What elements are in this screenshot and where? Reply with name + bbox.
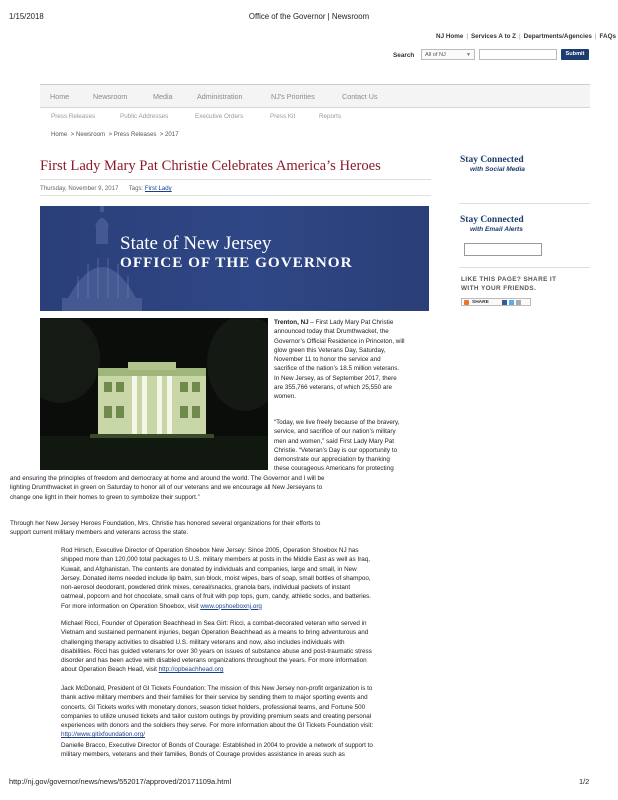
share-button[interactable] bbox=[461, 298, 531, 306]
item-line: Michael Ricci, Founder of Operation Beachhead in Sea Girt: Ricci, a combat-decorated veteran who served in bbox=[61, 620, 367, 627]
nav-administration[interactable]: Administration bbox=[197, 92, 243, 101]
twitter-icon bbox=[509, 300, 514, 305]
lead-paragraph bbox=[274, 318, 430, 402]
social-subtitle[interactable]: with Social Media bbox=[470, 166, 525, 173]
quote-line: demonstrate our appreciation by thanking bbox=[274, 456, 390, 464]
item-line: about Operation Beach Head, visit bbox=[61, 666, 159, 674]
lead-first-line: – First Lady Mary Pat Christie bbox=[308, 319, 394, 326]
item-line: thank active military members and their families for their service by sending them to major sporting events and bbox=[61, 694, 368, 702]
search-scope-select[interactable] bbox=[421, 49, 475, 60]
item-line: disabilities. Ricci has guided veterans for over 30 years on issues of substance abuse and post-traumatic stress bbox=[61, 647, 372, 655]
sidebar-divider bbox=[459, 203, 590, 204]
dateline: Trenton, NJ bbox=[274, 319, 309, 326]
item-line: Vietnam and sustained permanent injuries, began Operation Beachhead as a means to bring adventurous and bbox=[61, 629, 369, 637]
lead-line: are 355,766 veterans, of which 25,550 are bbox=[274, 384, 392, 392]
quote-line: these courageous Americans for protecting bbox=[274, 465, 394, 473]
departments-link[interactable]: Departments/Agencies bbox=[523, 33, 592, 40]
banner-office: OFFICE OF THE GOVERNOR bbox=[120, 254, 353, 271]
quote-line: men and women,” said First Lady Mary Pat bbox=[274, 437, 395, 445]
item-line: Rod Hirsch, Executive Director of Operation Shoebox New Jersey: Since 2005, Operation Shoebox NJ has bbox=[61, 547, 359, 554]
subnav-executive-orders[interactable]: Executive Orders bbox=[195, 113, 244, 120]
nav-contact[interactable]: Contact Us bbox=[342, 92, 378, 101]
tag-link[interactable]: First Lady bbox=[144, 185, 172, 192]
lead-line: glow green this Veterans Day, Saturday, bbox=[274, 346, 386, 354]
breadcrumb-newsroom[interactable]: Newsroom bbox=[75, 131, 106, 138]
breadcrumb-year[interactable]: 2017 bbox=[165, 131, 179, 138]
title-divider bbox=[40, 179, 431, 180]
item-line: disorder and has been active with disabled veterans organizations throughout the years. For more information bbox=[61, 657, 367, 665]
share-prompt-line: WITH YOUR FRIENDS. bbox=[461, 284, 537, 292]
print-page-number: 1/2 bbox=[579, 777, 590, 786]
honoree-bonds-of-courage bbox=[61, 741, 451, 760]
breadcrumb bbox=[51, 131, 179, 138]
social-title[interactable]: Stay Connected bbox=[460, 155, 524, 165]
top-links: NJ Home | Services A to Z | Departments/Agencies | FAQs bbox=[436, 33, 616, 40]
item-line: Jack McDonald, President of GI Tickets Foundation: The mission of this New Jersey non-profit organization is to bbox=[61, 685, 373, 692]
subnav-press-releases[interactable]: Press Releases bbox=[51, 113, 96, 120]
honoree-gi-tickets bbox=[61, 684, 451, 740]
item-line: Kuwait, and Afghanistan. The contents are donated by individuals and companies, large and small, in New bbox=[61, 565, 357, 573]
article-meta bbox=[40, 185, 172, 192]
faqs-link[interactable]: FAQs bbox=[599, 33, 616, 40]
tags-label: Tags: bbox=[128, 185, 144, 192]
nav-newsroom[interactable]: Newsroom bbox=[93, 92, 128, 101]
breadcrumb-home[interactable]: Home bbox=[51, 131, 68, 138]
item-line: Danielle Bracco, Executive Director of Bonds of Courage: Established in 2004 to provide a network of support to bbox=[61, 742, 373, 749]
item-line: non-aerosol deodorant, powdered drink mixes, cereal/snacks, granola bars, individual packets of instant bbox=[61, 584, 351, 592]
main-nav bbox=[40, 85, 590, 108]
drumthwacket-photo bbox=[40, 318, 268, 470]
print-url: http://nj.gov/governor/news/news/552017/approved/20171109a.html bbox=[9, 777, 232, 786]
breadcrumb-sep: > bbox=[159, 131, 164, 138]
opshoebox-link[interactable]: www.opshoeboxnj.org bbox=[200, 602, 262, 610]
intro-line: support current military members and veterans across the state. bbox=[10, 529, 189, 537]
subnav-press-kit[interactable]: Press Kit bbox=[270, 113, 296, 120]
share-prompt bbox=[461, 276, 556, 294]
breadcrumb-sep: > bbox=[108, 131, 112, 138]
item-line: companies to utilize unused tickets and tailor custom outings by providing premium seats and creating personal bbox=[61, 712, 372, 720]
page-title: First Lady Mary Pat Christie Celebrates America’s Heroes bbox=[40, 158, 381, 174]
item-line: oatmeal, popcorn and hot chocolate, small cans of fruit with pop tops, gum, candy, athletic socks, and batteries. bbox=[61, 593, 371, 601]
breadcrumb-press-releases[interactable]: Press Releases bbox=[113, 131, 157, 138]
honoree-operation-beachhead bbox=[61, 619, 451, 675]
quote-paragraph-side bbox=[274, 418, 430, 474]
email-share-icon bbox=[516, 300, 521, 305]
item-line: challenging therapy activities to disabled U.S. military veterans and now, also includes individuals with bbox=[61, 638, 345, 646]
gitix-link[interactable]: http://www.gitixfoundation.org/ bbox=[61, 731, 146, 739]
intro-line: Through her New Jersey Heroes Foundation, Mrs. Christie has honored several organizations for their efforts to bbox=[10, 520, 321, 527]
quote-paragraph-full bbox=[10, 474, 430, 502]
quote-line: lighting Drumthwacket in green on Saturday to honor all of our veterans and we encourage all New Jerseyans to bbox=[10, 484, 323, 492]
breadcrumb-sep: > bbox=[70, 131, 75, 138]
nav-home[interactable]: Home bbox=[50, 92, 70, 101]
facebook-icon bbox=[502, 300, 507, 305]
lead-line: women. bbox=[274, 393, 297, 401]
print-page-title: Office of the Governor | Newsroom bbox=[248, 12, 370, 21]
nav-priorities[interactable]: NJ's Priorities bbox=[271, 92, 315, 101]
search-submit-button[interactable]: Submit bbox=[561, 49, 589, 60]
email-title[interactable]: Stay Connected bbox=[460, 215, 524, 225]
subnav-reports[interactable]: Reports bbox=[319, 113, 342, 120]
item-line: shipped more than 120,000 total packages to U.S. military members at posts in the Middle East as well as Iraq, bbox=[61, 556, 371, 564]
quote-line: change one light in their homes to green to symbolize their support.” bbox=[10, 493, 200, 501]
chevron-down-icon: ▼ bbox=[466, 52, 471, 58]
lead-line: announced today that Drumthwacket, the bbox=[274, 328, 389, 336]
lead-line: Governor’s Official Residence in Princeton, will bbox=[274, 337, 405, 345]
item-line: military members, veterans and their families, Bonds of Courage provides assistance in areas such as bbox=[61, 751, 345, 759]
nav-media[interactable]: Media bbox=[153, 92, 173, 101]
meta-divider bbox=[40, 195, 431, 196]
banner-state: State of New Jersey bbox=[120, 233, 272, 254]
lead-line: November 11 to honor the service and bbox=[274, 356, 381, 364]
opbeachhead-link[interactable]: http://opbeachhead.org bbox=[158, 666, 224, 674]
item-line: concerts. GI Tickets works with monetary donors, season ticket holders, professional teams, and Fortune 500 bbox=[61, 703, 366, 711]
quote-line: Christie. “Veteran’s Day is our opportunity to bbox=[274, 446, 398, 454]
article-date: Thursday, November 9, 2017 bbox=[40, 185, 119, 192]
item-line: experiences with donors and the soldiers they serve. For more information about the GI Tickets Foundation visit: bbox=[61, 722, 374, 730]
share-plus-icon bbox=[464, 300, 469, 305]
quote-line: “Today, we live freely because of the bravery, bbox=[274, 419, 400, 426]
print-date: 1/15/2018 bbox=[9, 12, 44, 21]
email-subtitle[interactable]: with Email Alerts bbox=[470, 226, 523, 233]
email-input[interactable] bbox=[464, 243, 542, 256]
mansion-night-image bbox=[40, 318, 268, 470]
search-input[interactable] bbox=[479, 49, 557, 60]
quote-line: and ensuring the principles of freedom and democracy at home and around the world. The Governor and I will be bbox=[10, 475, 325, 482]
nj-home-link[interactable]: NJ Home bbox=[436, 33, 464, 40]
item-line: For more information on Operation Shoebox, visit bbox=[61, 602, 201, 610]
intro-paragraph bbox=[10, 519, 440, 538]
quote-line: service, and sacrifice of our nation’s military bbox=[274, 428, 396, 436]
share-prompt-line: LIKE THIS PAGE? SHARE IT bbox=[461, 276, 557, 283]
search-label: Search bbox=[393, 52, 415, 59]
lead-line: In New Jersey, as of September 2017, there bbox=[274, 374, 397, 382]
honoree-operation-shoebox bbox=[61, 546, 451, 611]
share-label: SHARE bbox=[472, 300, 489, 305]
subnav-public-addresses[interactable]: Public Addresses bbox=[120, 113, 169, 120]
lead-line: sacrifice of the nation’s 18.5 million veterans. bbox=[274, 365, 400, 373]
search-scope-value: All of NJ bbox=[425, 52, 446, 58]
item-line: Jersey. Donated items needed include lip balm, sun block, moist wipes, bars of soap, small bottles of shampoo, bbox=[61, 574, 371, 582]
sidebar-divider bbox=[459, 267, 590, 268]
services-link[interactable]: Services A to Z bbox=[470, 33, 517, 40]
